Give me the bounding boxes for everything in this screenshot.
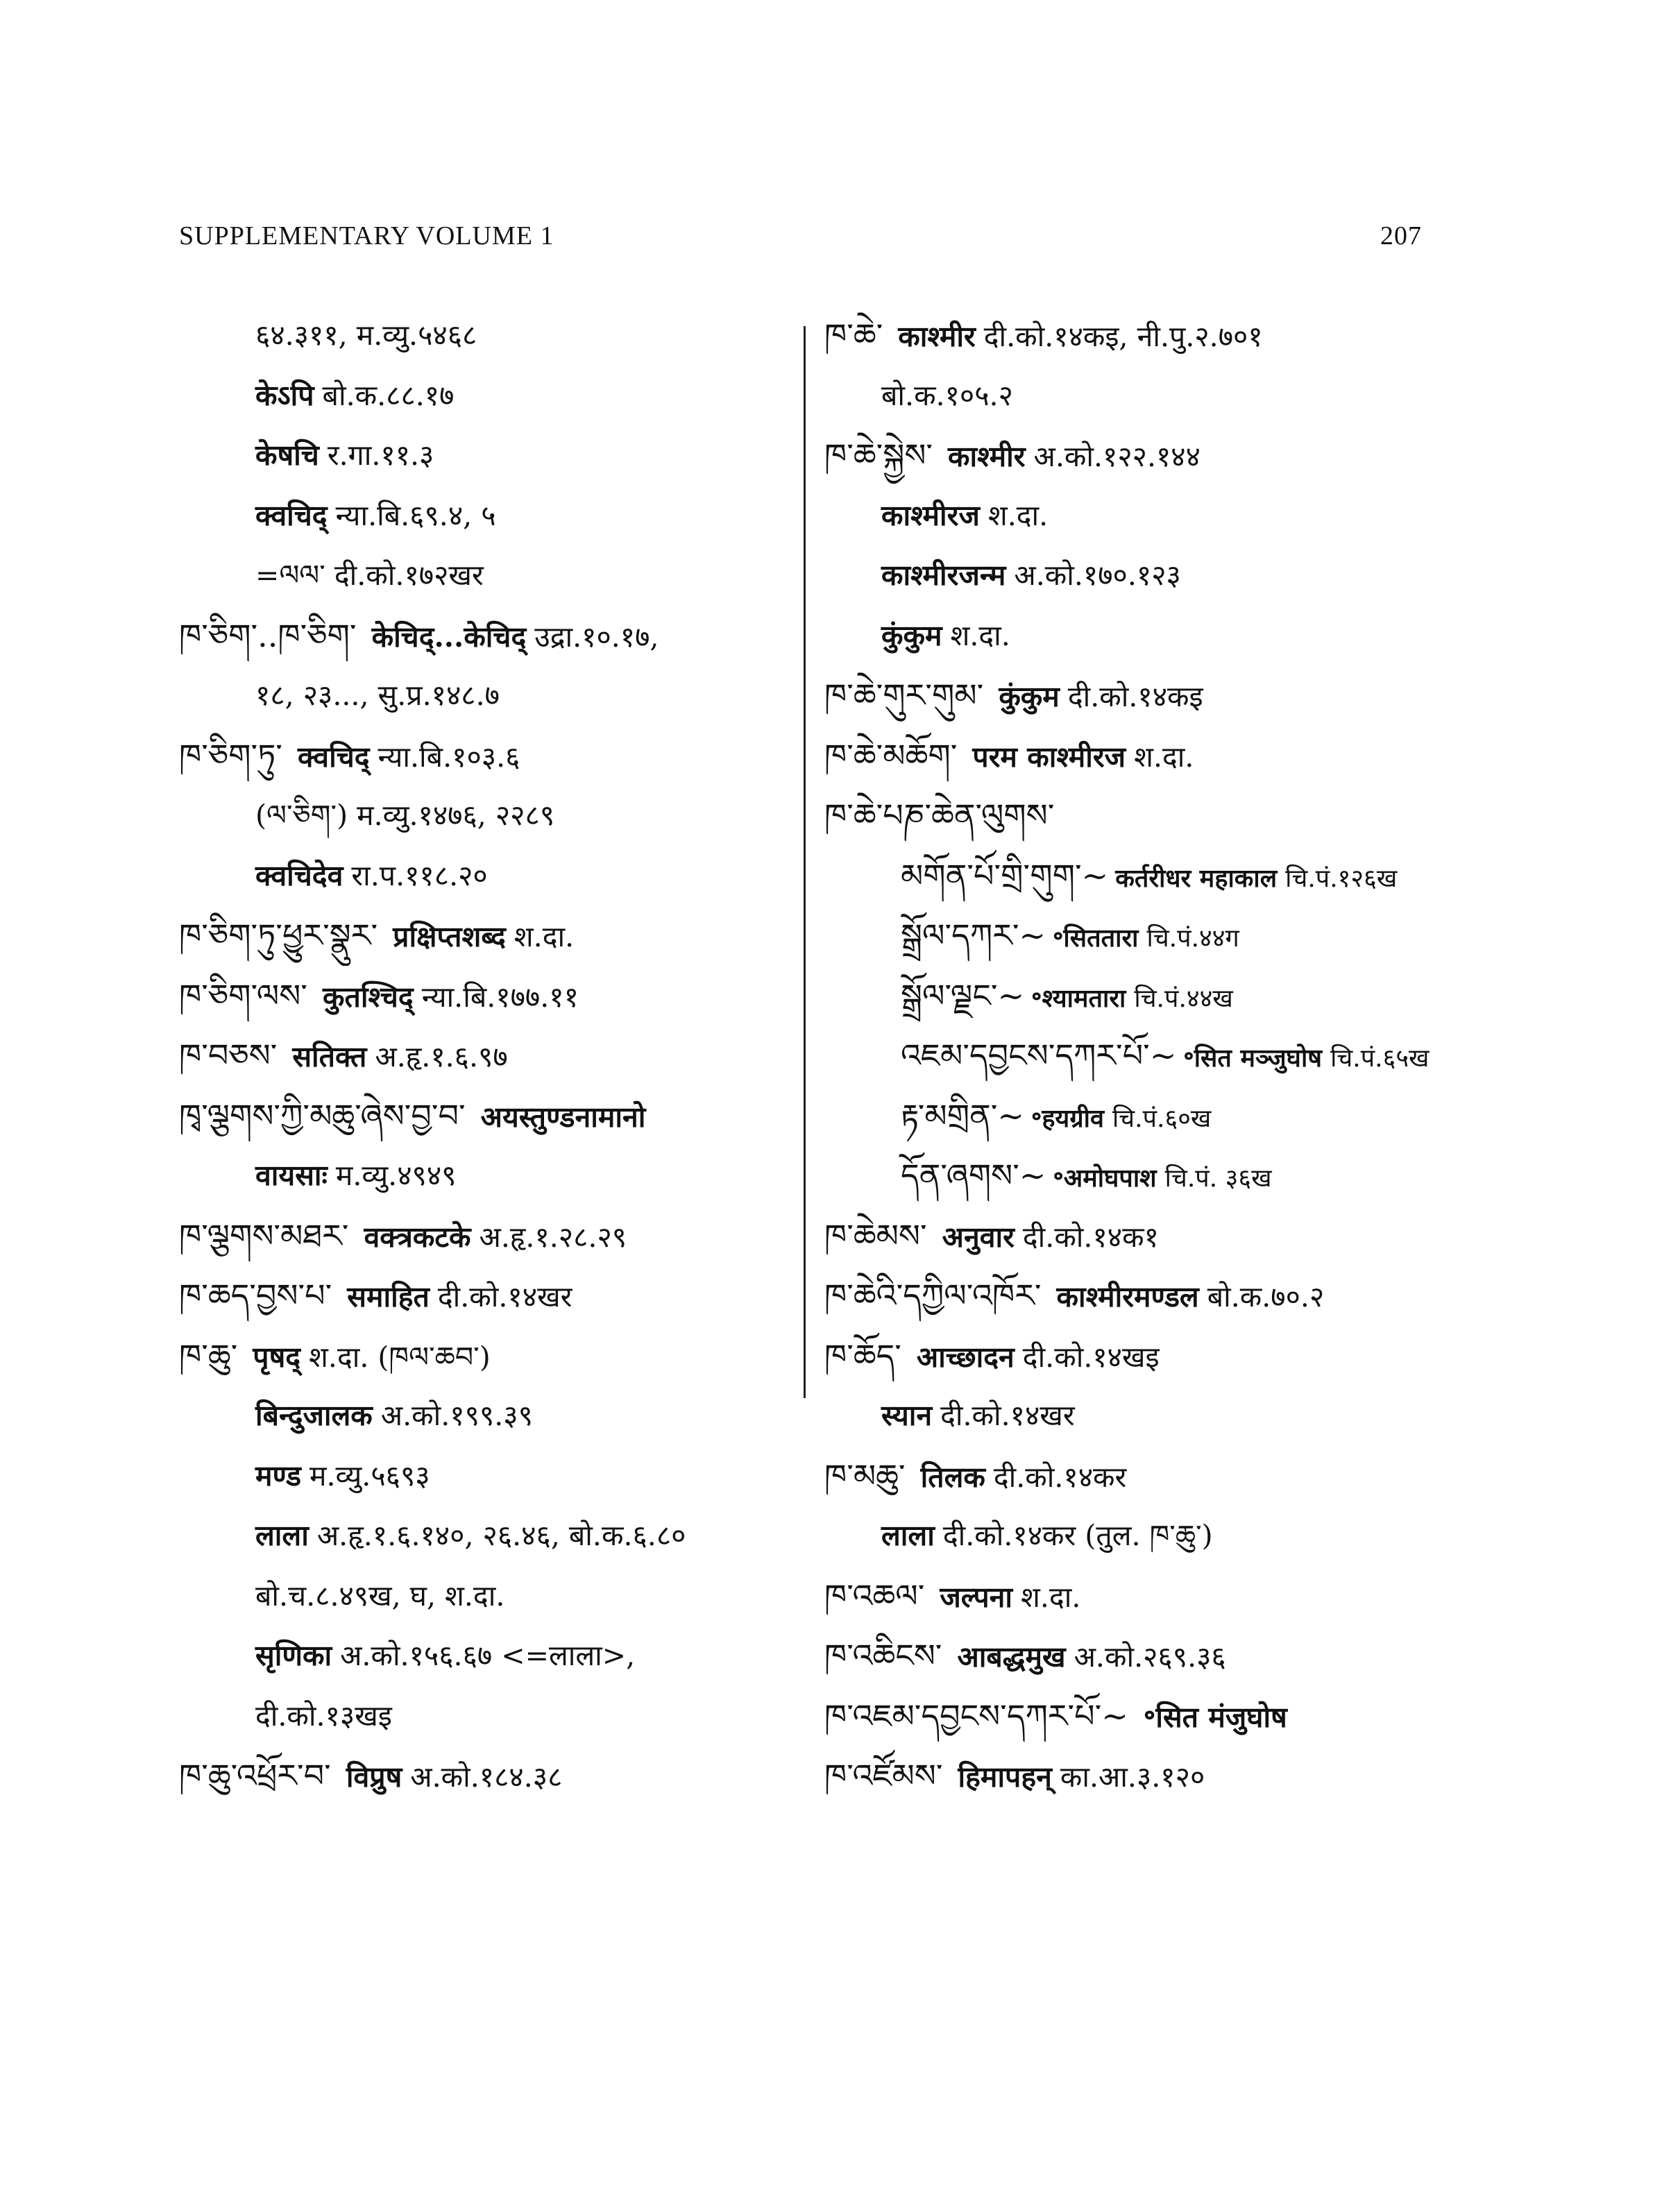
sanskrit-equivalent: आबद्धमुख	[957, 1640, 1066, 1674]
dictionary-entry	[179, 486, 790, 546]
tibetan-headword: ཁ་ཆེ་པཎ་ཆེན་ལུགས་	[824, 797, 1055, 834]
source-reference: दी.को.१४कर (तुल. ཁ་ཆུ་)	[942, 1519, 1213, 1552]
source-reference: दी.को.१४क१	[1022, 1220, 1159, 1254]
sanskrit-equivalent: अयस्तुण्डनामानो	[480, 1100, 646, 1134]
sanskrit-equivalent: ॰श्यामतारा	[1031, 983, 1126, 1013]
dictionary-entry	[824, 846, 1449, 906]
dictionary-entry	[179, 545, 790, 606]
tibetan-headword: ཁྭ་ལྕགས་ཀྱི་མཆུ་ཞེས་བྱ་བ་	[179, 1096, 466, 1134]
sanskrit-equivalent: केषचि	[255, 439, 319, 472]
dictionary-entry	[824, 366, 1449, 426]
dictionary-entry	[824, 1626, 1449, 1686]
dictionary-entry	[179, 1146, 790, 1206]
tibetan-headword: སྒྲོལ་ལྗང་~	[901, 976, 1025, 1014]
tibetan-headword: འཇམ་དབྱངས་དཀར་པོ་~	[901, 1037, 1177, 1074]
column-divider	[804, 326, 806, 1398]
source-reference: श.दा.	[987, 498, 1049, 532]
sanskrit-equivalent: काश्मीर	[948, 440, 1026, 473]
tibetan-headword: ཁ་ཆད་བྱས་པ་	[179, 1277, 332, 1314]
dictionary-entry	[824, 1506, 1449, 1566]
tibetan-headword: ཁ་ཆེ་སྐྱེས་	[824, 436, 933, 474]
sanskrit-equivalent: ॰सित मञ्जुघोष	[1183, 1044, 1323, 1073]
dictionary-entry	[179, 1446, 790, 1506]
dictionary-entry	[179, 1326, 790, 1386]
dictionary-entry	[824, 305, 1449, 366]
source-reference: चि.पं.६०ख	[1112, 1104, 1212, 1133]
dictionary-entry	[179, 846, 790, 906]
sanskrit-equivalent: वक्त्रकटके	[364, 1220, 471, 1254]
dictionary-entry	[179, 905, 790, 966]
dictionary-entry	[179, 1506, 790, 1566]
dictionary-entry	[179, 1086, 790, 1146]
sanskrit-equivalent: काश्मीरमण्डल	[1056, 1280, 1199, 1313]
source-reference: श.दा.	[514, 920, 575, 953]
sanskrit-equivalent: ॰सिततारा	[1053, 924, 1139, 953]
dictionary-entry	[179, 1746, 790, 1806]
dictionary-entry	[824, 1206, 1449, 1266]
dictionary-entry	[179, 1626, 790, 1686]
source-reference: ६४.३११, म.व्यु.५४६८	[255, 318, 477, 352]
sanskrit-equivalent: सतिक्त	[292, 1040, 367, 1073]
tibetan-headword: ཁ་ལྕགས་མཐར་	[179, 1216, 349, 1254]
dictionary-entry	[824, 1086, 1449, 1146]
source-reference: अ.को.१८४.३८	[410, 1760, 563, 1794]
dictionary-entry	[824, 1686, 1449, 1746]
source-reference: दी.को.१४खर	[437, 1280, 572, 1313]
dictionary-entry	[179, 606, 790, 666]
dictionary-entry	[824, 1446, 1449, 1506]
dictionary-entry	[179, 1026, 790, 1086]
dictionary-entry	[824, 425, 1449, 486]
dictionary-entry	[824, 1266, 1449, 1326]
source-reference: चि.पं.४४ग	[1146, 924, 1239, 953]
running-title: SUPPLEMENTARY VOLUME 1	[179, 221, 554, 250]
tibetan-headword: ཁ་ཆེམས་	[824, 1216, 927, 1254]
dictionary-entry	[179, 1266, 790, 1326]
dictionary-entry	[824, 1026, 1449, 1086]
sanskrit-equivalent: आच्छादन	[916, 1340, 1015, 1374]
dictionary-entry	[824, 905, 1449, 966]
dictionary-entry	[824, 726, 1449, 786]
source-reference: न्या.बि.१७७.११	[421, 980, 579, 1014]
dictionary-entry	[179, 726, 790, 786]
sanskrit-equivalent: तिलक	[920, 1460, 985, 1494]
source-reference: श.दा. (ཁལ་ཆབ་)	[309, 1340, 491, 1374]
source-reference: बो.क.७०.२	[1207, 1280, 1325, 1313]
dictionary-entry	[824, 966, 1449, 1026]
tibetan-headword: ཁ་ཆོད་	[824, 1336, 901, 1375]
sanskrit-equivalent: काश्मीरज	[881, 498, 980, 532]
sanskrit-equivalent: केऽपि	[255, 378, 314, 412]
sanskrit-equivalent: कुंकुम	[881, 618, 942, 652]
left-column	[179, 305, 790, 1806]
sanskrit-equivalent: हिमापहन्	[958, 1760, 1052, 1794]
source-reference: दी.को.१४कर	[993, 1460, 1127, 1494]
source-reference: बो.क.१०५.२	[881, 378, 1013, 412]
tibetan-headword: ཁ་འཆིངས་	[824, 1637, 942, 1674]
source-reference: दी.को.१४कइ, नी.पु.२.७०१	[983, 320, 1263, 353]
sanskrit-equivalent: क्वचिदेव	[255, 858, 343, 892]
tibetan-headword: ཁ་ཅིག་ཏུ་	[179, 736, 282, 774]
dictionary-entry	[179, 785, 790, 846]
right-column	[824, 305, 1449, 1806]
source-reference: दी.को.१४खइ	[1022, 1340, 1160, 1374]
source-reference: अ.हृ.१.२८.२९	[479, 1220, 627, 1254]
sanskrit-equivalent: बिन्दुजालक	[255, 1399, 373, 1432]
sanskrit-equivalent: ॰अमोघपाश	[1053, 1164, 1157, 1193]
dictionary-entry	[179, 665, 790, 726]
tibetan-headword: མགོན་པོ་གྲི་གུག་~	[901, 856, 1109, 894]
sanskrit-equivalent: ॰सित मंजुघोष	[1143, 1700, 1287, 1734]
tibetan-headword: ཁ་ཅིག་ལས་	[179, 976, 307, 1014]
source-reference: अ.को.१७०.१२३	[1014, 559, 1181, 592]
tibetan-headword: ཁ་བཅས་	[179, 1037, 278, 1074]
source-reference: चि.पं.४४ख	[1134, 984, 1233, 1013]
tibetan-headword: ཁ་འཆལ་	[824, 1576, 925, 1615]
tibetan-headword: ཁ་ཆེའི་དཀྱིལ་འཁོར་	[824, 1277, 1042, 1314]
tibetan-headword: སྒྲོལ་དཀར་~	[901, 917, 1046, 954]
tibetan-headword: ཁ་མཆུ་	[824, 1456, 906, 1495]
source-reference: श.दा.	[1134, 740, 1194, 774]
sanskrit-equivalent: समाहित	[347, 1280, 430, 1313]
dictionary-entry	[824, 1386, 1449, 1446]
source-reference: न्या.बि.१०३.६	[377, 740, 520, 774]
sanskrit-equivalent: पृषद्	[253, 1340, 301, 1374]
dictionary-entry	[824, 545, 1449, 606]
tibetan-headword: ཁ་ཆེ་གུར་གུམ་	[824, 677, 984, 714]
dictionary-entry	[179, 1206, 790, 1266]
tibetan-headword: ཁ་ཆེ་མཆོག་	[824, 736, 958, 774]
dictionary-entry	[824, 486, 1449, 546]
dictionary-entry	[824, 606, 1449, 666]
tibetan-headword: ཁ་ཅིག་ཏུ་ཕྱུར་སྣུར་	[179, 917, 378, 954]
source-reference: बो.क.८८.१७	[322, 378, 455, 412]
source-reference: चि.पं. ३६ख	[1164, 1164, 1272, 1193]
source-reference: चि.पं.६५ख	[1330, 1044, 1429, 1073]
sanskrit-equivalent: वायसाः	[255, 1159, 328, 1192]
tibetan-headword: ཁ་ཆུ་	[179, 1336, 238, 1375]
sanskrit-equivalent: लाला	[255, 1519, 309, 1552]
source-reference: अ.को.१२२.१४४	[1033, 440, 1200, 473]
tibetan-headword: ཁ་འཛོམས་	[824, 1757, 943, 1794]
source-reference: अ.हृ.१.६.९७	[375, 1040, 508, 1073]
source-reference: १८, २३..., सु.प्र.१४८.७	[255, 679, 500, 712]
dictionary-entry	[179, 1686, 790, 1746]
dictionary-entry	[824, 1326, 1449, 1386]
dictionary-entry	[824, 665, 1449, 726]
dictionary-entry	[824, 1146, 1449, 1206]
sanskrit-equivalent: काश्मीर	[898, 320, 976, 353]
source-reference: दी.को.१३खइ	[255, 1699, 392, 1733]
sanskrit-equivalent: प्रक्षिप्तशब्द	[393, 920, 506, 953]
source-reference: उद्रा.१०.१७,	[534, 620, 659, 654]
sanskrit-equivalent: केचिद्...केचिद्	[371, 620, 527, 654]
sanskrit-equivalent: परम काश्मीरज	[972, 740, 1126, 774]
tibetan-headword: ཁ་ཆུ་འཕྲོར་བ་	[179, 1757, 331, 1794]
sanskrit-equivalent: सृणिका	[255, 1639, 332, 1672]
sanskrit-equivalent: विप्रुष	[346, 1760, 402, 1794]
source-reference: अ.को.२६९.३६	[1074, 1640, 1226, 1674]
source-reference: म.व्यु.४९४९	[335, 1159, 457, 1192]
sanskrit-equivalent: क्वचिद्	[297, 740, 370, 774]
sanskrit-equivalent: जल्पना	[940, 1580, 1013, 1614]
tibetan-headword: རྟ་མགྲིན་~	[901, 1096, 1024, 1134]
tibetan-headword: ཁ་ཆེ་	[824, 316, 883, 354]
source-reference: अ.हृ.१.६.१४०, २६.४६, बो.क.६.८०	[316, 1519, 686, 1552]
dictionary-entry	[179, 966, 790, 1026]
page-number: 207	[1380, 221, 1422, 250]
source-reference: म.व्यु.५६९३	[309, 1458, 430, 1492]
sanskrit-equivalent: अनुवार	[942, 1220, 1015, 1254]
source-reference: न्या.बि.६९.४, ५	[335, 498, 496, 532]
dictionary-entry	[179, 1566, 790, 1626]
source-reference: दी.को.१४खर	[940, 1399, 1075, 1432]
source-reference: अ.को.१९९.३९	[380, 1399, 533, 1432]
dictionary-entry	[179, 305, 790, 366]
sanskrit-equivalent: क्वचिद्	[255, 498, 328, 532]
dictionary-entry	[179, 366, 790, 426]
sanskrit-equivalent: मण्ड	[255, 1458, 301, 1492]
dictionary-entry	[824, 1746, 1449, 1806]
dictionary-entry	[824, 1566, 1449, 1626]
source-reference: श.दा.	[1021, 1580, 1081, 1614]
sanskrit-equivalent: लाला	[881, 1519, 935, 1552]
source-reference: का.आ.३.१२०	[1060, 1760, 1205, 1794]
sanskrit-equivalent: स्यान	[881, 1399, 933, 1432]
sanskrit-equivalent: कुंकुम	[999, 680, 1060, 713]
source-reference: रा.प.११८.२०	[351, 858, 488, 892]
sanskrit-equivalent: काश्मीरजन्म	[881, 559, 1006, 592]
sanskrit-equivalent: ॰हयग्रीव	[1030, 1103, 1104, 1133]
source-reference: चि.पं.१२६ख	[1285, 864, 1398, 893]
source-reference: अ.को.१५६.६७ <=लाला>,	[340, 1639, 636, 1672]
dictionary-entry	[179, 1386, 790, 1446]
source-reference: बो.च.८.४९ख, घ, श.दा.	[255, 1579, 505, 1613]
source-reference: र.गा.११.३	[327, 439, 434, 472]
source-reference: =ལལ་ दी.को.१७२खर	[255, 559, 484, 592]
tibetan-headword: ཁ་འཇམ་དབྱངས་དཀར་པོ་~	[824, 1696, 1128, 1735]
tibetan-headword: དོན་ཞགས་~	[901, 1157, 1046, 1194]
source-reference: (ལ་ཅིག་) म.व्यु.१४७६, २२८९	[255, 799, 555, 832]
source-reference: श.दा.	[950, 618, 1010, 652]
tibetan-headword: ཁ་ཅིག་..ཁ་ཅིག་	[179, 616, 357, 654]
sanskrit-equivalent: कर्तरीधर महाकाल	[1115, 863, 1278, 893]
source-reference: दी.को.१४कइ	[1067, 680, 1203, 713]
sanskrit-equivalent: कुतश्चिद्	[322, 980, 414, 1014]
dictionary-entry	[179, 425, 790, 486]
running-header	[179, 221, 1422, 251]
dictionary-entry	[824, 785, 1449, 846]
